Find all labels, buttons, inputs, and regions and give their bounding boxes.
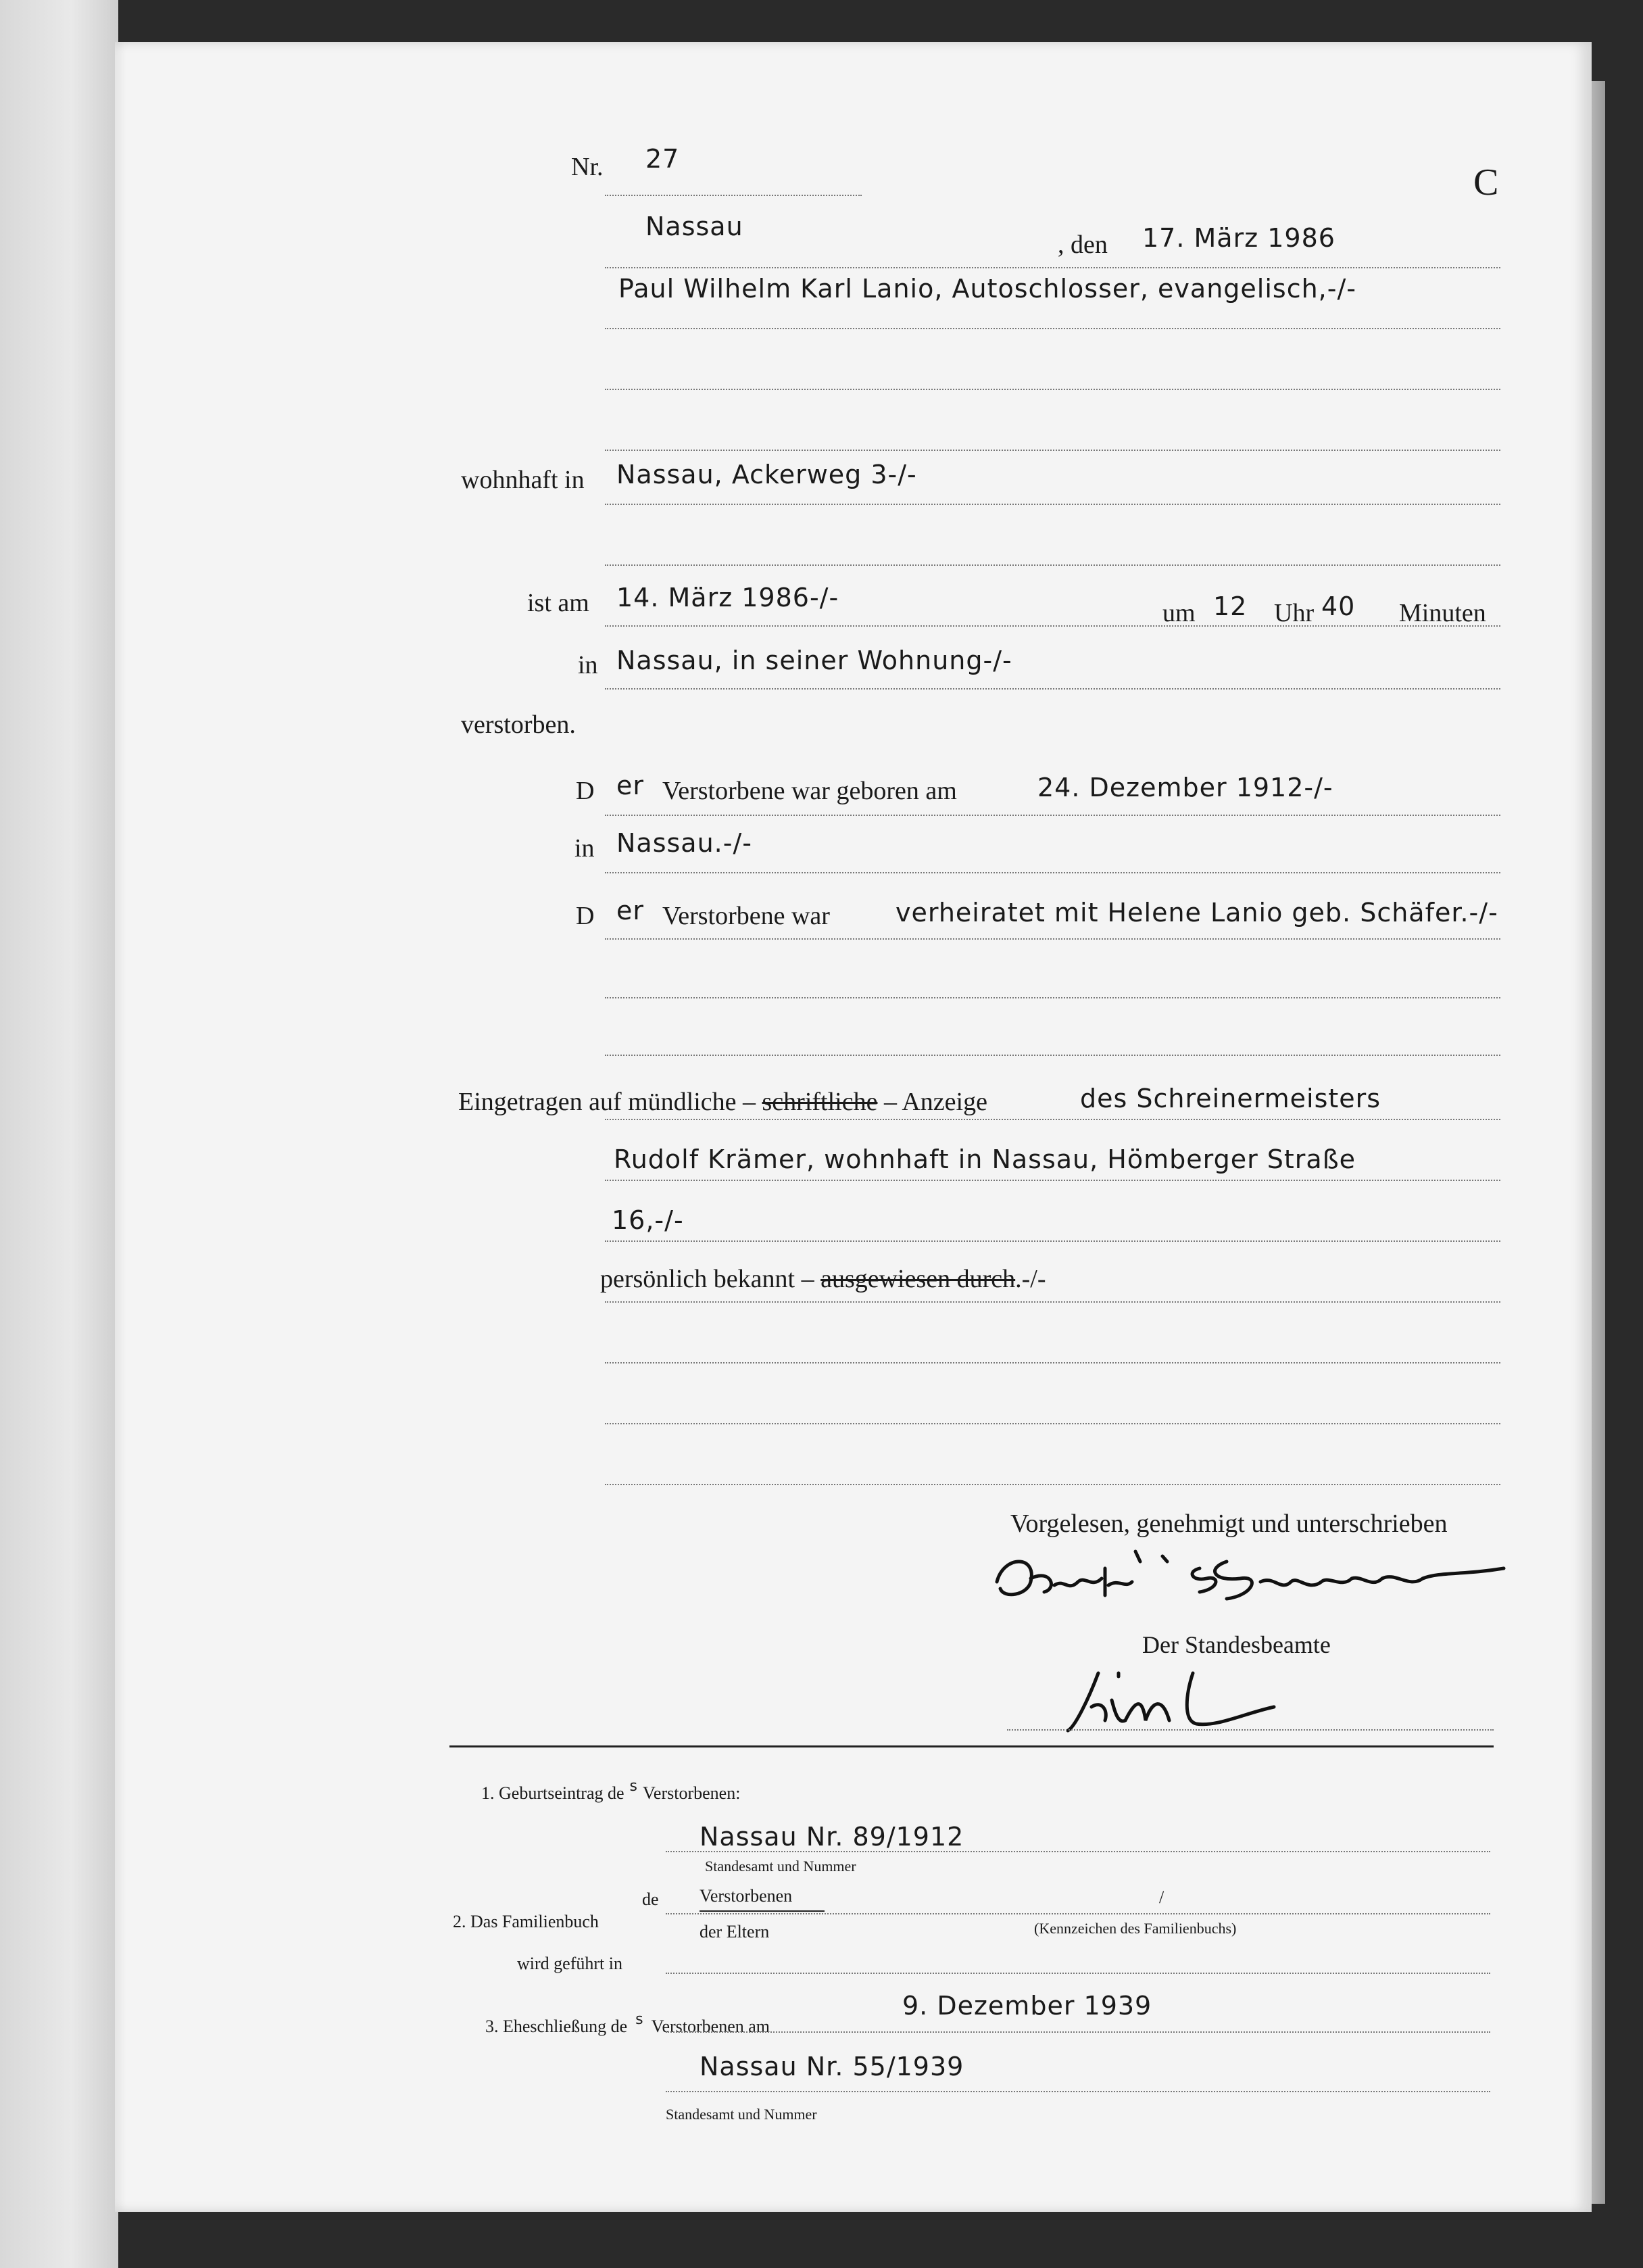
family-book-slash: / (1159, 1887, 1164, 1907)
reporter-c: 16,-/- (612, 1205, 684, 1235)
reporter-rule-3 (605, 1240, 1500, 1242)
marital-d-label: D (576, 902, 595, 930)
reporter-b: Rudolf Krämer, wohnhaft in Nassau, Hömberger Straße (614, 1144, 1356, 1174)
nr-value: 27 (645, 144, 680, 174)
known-b: .-/- (1015, 1265, 1046, 1293)
of-deceased: Verstorbenen (700, 1886, 793, 1906)
person-line-2-rule (605, 389, 1500, 390)
uhr-label: Uhr (1274, 599, 1315, 627)
birth-in-label: in (574, 834, 595, 863)
residence-label: wohnhaft in (461, 466, 585, 494)
marital-rule-3 (605, 1055, 1500, 1056)
marital-status: verheiratet mit Helene Lanio geb. Schäfer.-/- (896, 898, 1498, 927)
death-minutes: 40 (1321, 592, 1356, 621)
nr-line (605, 195, 862, 196)
ist-am-label: ist am (527, 589, 589, 617)
death-in-label: in (578, 651, 598, 679)
den-label: , den (1058, 231, 1108, 259)
marriage-date-rule (666, 2031, 1490, 2033)
reporter-a: des Schreinermeisters (1080, 1084, 1381, 1113)
marriage-date: 9. Dezember 1939 (902, 1991, 1152, 2021)
known-rule (605, 1301, 1500, 1303)
report-label-b: – Anzeige (883, 1088, 987, 1116)
marital-text: Verstorbene war (662, 902, 830, 930)
official-signature-rule (1007, 1729, 1494, 1731)
birth-entry-label-b: Verstorbenen: (643, 1783, 741, 1803)
de-label: de (642, 1889, 659, 1909)
office-number-label-1: Standesamt und Nummer (705, 1858, 856, 1875)
marital-rule-2 (605, 997, 1500, 998)
death-hour: 12 (1213, 592, 1248, 621)
residence-value: Nassau, Ackerweg 3-/- (616, 460, 917, 489)
death-date: 14. März 1986-/- (616, 583, 839, 612)
blank-rule-1 (605, 1362, 1500, 1364)
place: Nassau (645, 212, 743, 241)
left-page-edge (0, 0, 118, 2268)
family-book-mark-label: (Kennzeichen des Familienbuchs) (1034, 1920, 1237, 1937)
of-deceased-underline (700, 1910, 825, 1912)
signature-2-image (1061, 1660, 1284, 1741)
person-line-3-rule (605, 450, 1500, 451)
birth-date-rule (605, 815, 1500, 816)
known-struck: ausgewiesen durch (820, 1265, 1016, 1293)
known-line (600, 1264, 1046, 1294)
marital-rule (605, 938, 1500, 940)
birth-place: Nassau.-/- (616, 828, 752, 858)
kept-in-rule (666, 1973, 1490, 1974)
known-a: persönlich bekannt – (600, 1265, 814, 1293)
place-line (605, 267, 1500, 268)
official-label: Der Standesbeamte (1142, 1631, 1331, 1658)
marriage-label-a: 3. Eheschließung de (485, 2017, 628, 2036)
verstorben-label: verstorben. (461, 710, 576, 739)
kept-in-label: wird geführt in (517, 1954, 622, 1973)
birth-place-rule (605, 872, 1500, 873)
birth-d-label: D (576, 777, 595, 805)
corner-letter: C (1473, 162, 1499, 203)
person-line-1: Paul Wilhelm Karl Lanio, Autoschlosser, evangelisch,-/- (618, 274, 1356, 304)
office-number-label-2: Standesamt und Nummer (666, 2106, 817, 2123)
reporter-rule-1 (605, 1119, 1500, 1120)
of-parents: der Eltern (700, 1922, 770, 1941)
reporter-rule-2 (605, 1180, 1500, 1181)
birth-entry-label (481, 1778, 740, 1804)
death-date-rule (605, 625, 1500, 627)
register-page (115, 42, 1592, 2212)
marriage-label (485, 2011, 770, 2037)
footer-divider (449, 1745, 1494, 1747)
um-label: um (1162, 599, 1196, 627)
birth-text: Verstorbene war geboren am (662, 777, 957, 805)
birth-er-suffix: er (616, 771, 645, 800)
report-label-a: Eingetragen auf mündliche – (458, 1088, 756, 1116)
blank-rule-2 (605, 1423, 1500, 1424)
read-approved-label: Vorgelesen, genehmigt und unterschrieben (1010, 1510, 1448, 1538)
signature-1-image (990, 1541, 1517, 1616)
person-line-1-rule (605, 328, 1500, 329)
birth-entry-label-a: 1. Geburtseintrag de (481, 1783, 624, 1803)
birth-entry-value: Nassau Nr. 89/1912 (700, 1822, 964, 1852)
birth-date: 24. Dezember 1912-/- (1037, 773, 1333, 802)
minuten-label: Minuten (1399, 599, 1486, 627)
family-book-rule (666, 1913, 1490, 1914)
family-book-label: 2. Das Familienbuch (453, 1912, 599, 1931)
death-place: Nassau, in seiner Wohnung-/- (616, 646, 1012, 675)
birth-entry-rule (666, 1851, 1490, 1852)
marriage-sup: s (635, 2011, 643, 2028)
death-place-rule (605, 688, 1500, 690)
marriage-value-rule (666, 2091, 1490, 2092)
marital-er-suffix: er (616, 896, 645, 925)
entry-date: 17. März 1986 (1142, 223, 1335, 253)
blank-rule-3 (605, 1484, 1500, 1485)
birth-entry-sup: s (629, 1778, 638, 1795)
residence-rule-2 (605, 564, 1500, 566)
residence-rule (605, 504, 1500, 505)
marriage-label-b: Verstorbenen am (651, 2017, 770, 2036)
nr-label: Nr. (571, 153, 604, 181)
report-label-struck: schriftliche (762, 1088, 878, 1116)
report-label (458, 1087, 987, 1117)
marriage-value: Nassau Nr. 55/1939 (700, 2052, 964, 2081)
